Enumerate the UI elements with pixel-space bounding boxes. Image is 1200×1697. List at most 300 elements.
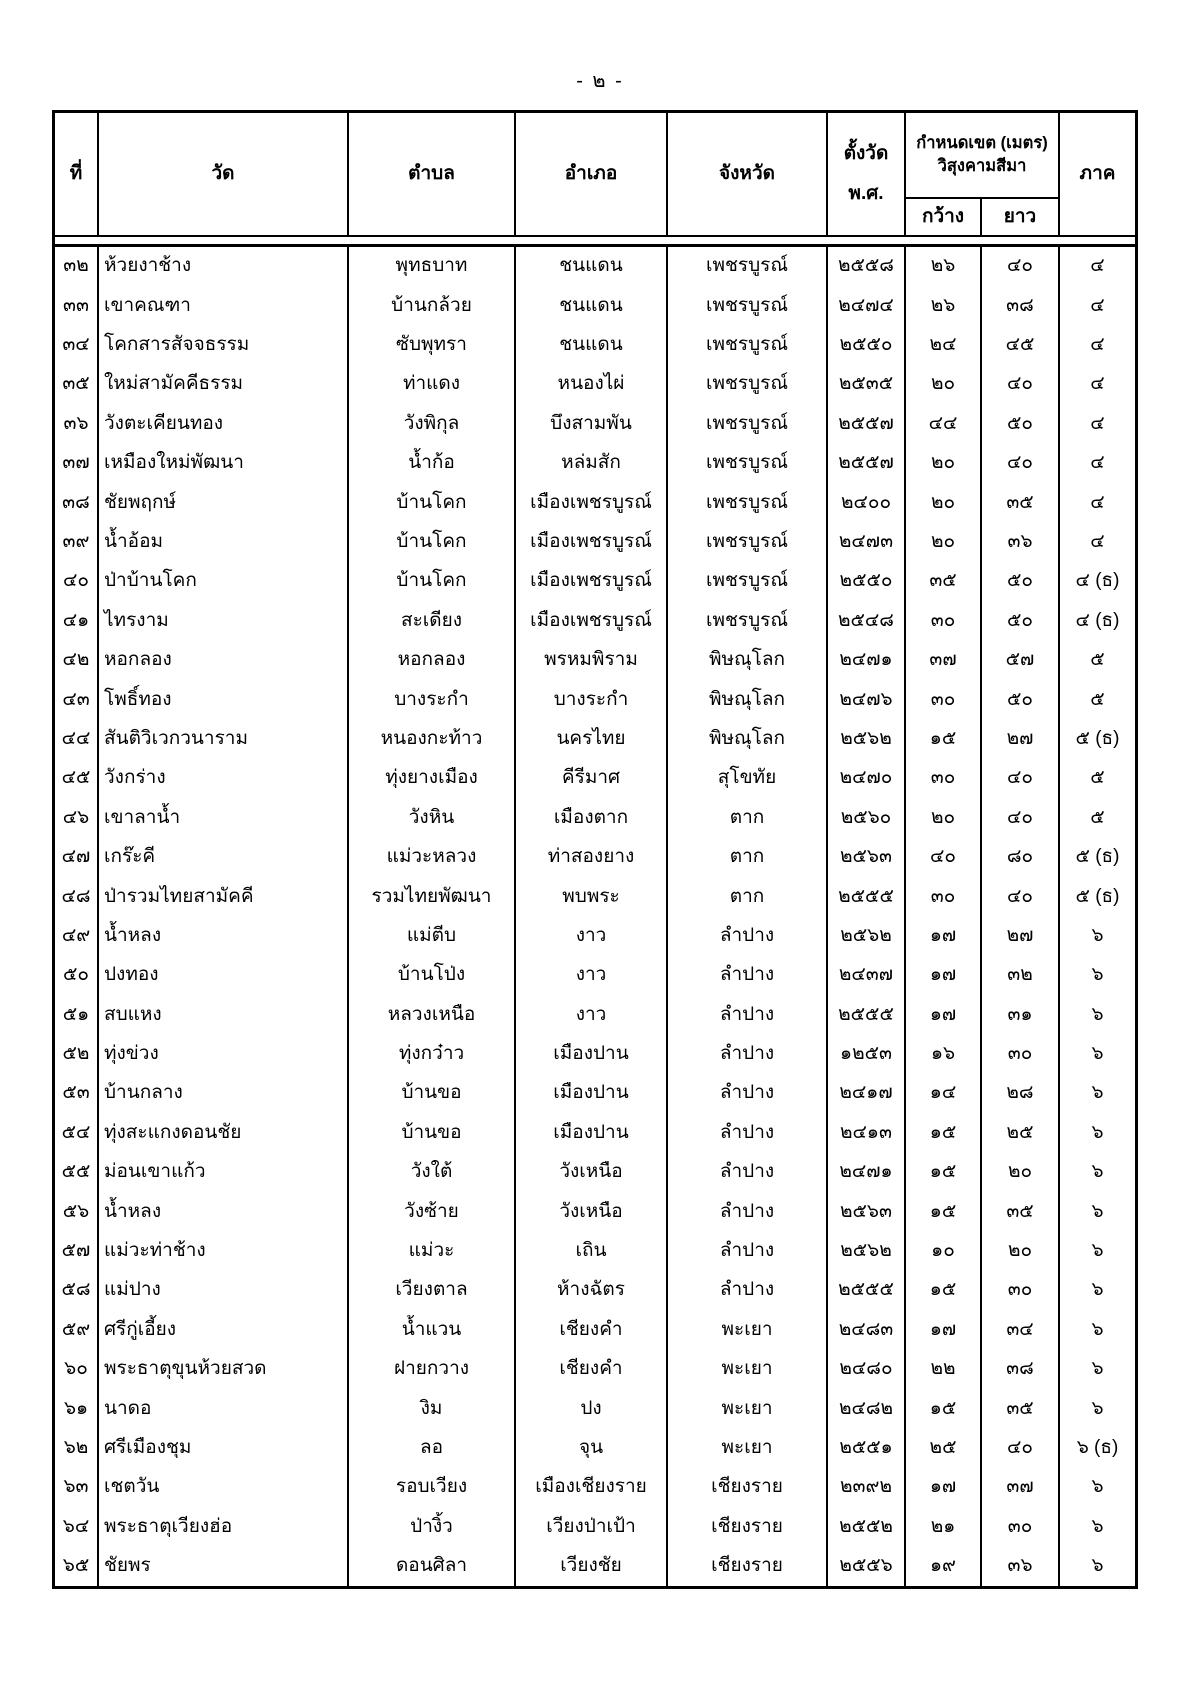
row-number-cell: ๕๓	[55, 1074, 99, 1113]
row-number-cell: ๖๐	[55, 1350, 99, 1389]
subdistrict-cell: ฝายกวาง	[349, 1350, 516, 1389]
region-cell: ๖	[1091, 964, 1104, 986]
established-year-cell: ๒๕๕๕	[828, 877, 906, 916]
boundary-length-cell: ๔๕	[982, 326, 1060, 365]
row-number-cell: ๕๐	[55, 956, 99, 995]
boundary-width-cell: ๒๐	[906, 365, 982, 404]
boundary-length-cell: ๓๔	[982, 1311, 1060, 1350]
subdistrict-cell: แม่ตีบ	[349, 917, 516, 956]
subdistrict-cell: บ้านขอ	[349, 1074, 516, 1113]
district-cell: เมืองเพชรบูรณ์	[516, 523, 668, 562]
boundary-width-cell: ๒๐	[906, 444, 982, 483]
temple-name-cell: โพธิ์ทอง	[99, 680, 349, 719]
row-number-cell: ๕๖	[55, 1192, 99, 1231]
district-cell: เชียงคำ	[516, 1350, 668, 1389]
district-cell: พบพระ	[516, 877, 668, 916]
row-number-cell: ๖๒	[55, 1429, 99, 1468]
established-year-cell: ๒๕๓๕	[828, 365, 906, 404]
subdistrict-cell: หอกลอง	[349, 641, 516, 680]
boundary-length-cell: ๓๐	[982, 1508, 1060, 1547]
province-cell: ตาก	[668, 877, 828, 916]
temple-name-cell: ม่อนเขาแก้ว	[99, 1153, 349, 1192]
established-year-cell: ๒๕๕๗	[828, 405, 906, 444]
temple-name-cell: ใหม่สามัคคีธรรม	[99, 365, 349, 404]
boundary-length-cell: ๓๕	[982, 1192, 1060, 1231]
province-cell: พะเยา	[668, 1429, 828, 1468]
subdistrict-cell: รวมไทยพัฒนา	[349, 877, 516, 916]
established-year-cell: ๒๕๕๗	[828, 444, 906, 483]
subdistrict-cell: แม่วะหลวง	[349, 838, 516, 877]
district-cell: งาว	[516, 917, 668, 956]
temple-name-cell: ไทรงาม	[99, 602, 349, 641]
subdistrict-cell: บางระกำ	[349, 680, 516, 719]
header-boundary-line2: วิสุงคามสีมา	[937, 157, 1027, 175]
row-number-cell: ๓๗	[55, 444, 99, 483]
district-cell: บึงสามพัน	[516, 405, 668, 444]
subdistrict-cell: เวียงตาล	[349, 1271, 516, 1310]
row-number-cell: ๓๓	[55, 286, 99, 325]
district-cell: ชนแดน	[516, 247, 668, 286]
region-cell: ๔	[1090, 530, 1105, 552]
district-cell: เมืองเพชรบูรณ์	[516, 562, 668, 601]
region-cell: ๖	[1091, 1397, 1104, 1419]
temple-name-cell: วังกร่าง	[99, 759, 349, 798]
subdistrict-cell: ทุ่งยางเมือง	[349, 759, 516, 798]
district-cell: เมืองปาน	[516, 1074, 668, 1113]
subdistrict-cell: หลวงเหนือ	[349, 995, 516, 1034]
established-year-cell: ๒๕๕๕	[828, 995, 906, 1034]
district-cell: ปง	[516, 1389, 668, 1428]
established-year-cell: ๒๔๘๐	[828, 1350, 906, 1389]
established-year-cell: ๒๕๖๒	[828, 1232, 906, 1271]
region-cell: ๖ (ธ)	[1076, 1436, 1119, 1458]
header-temple: วัด	[99, 113, 349, 235]
subdistrict-cell: น้ำก้อ	[349, 444, 516, 483]
header-established	[828, 113, 906, 235]
region-cell: ๖	[1091, 1200, 1104, 1222]
subdistrict-cell: หนองกะท้าว	[349, 720, 516, 759]
district-cell: เมืองปาน	[516, 1114, 668, 1153]
province-cell: เพชรบูรณ์	[668, 405, 828, 444]
province-cell: พิษณุโลก	[668, 641, 828, 680]
boundary-length-cell: ๔๐	[982, 1429, 1060, 1468]
province-cell: พะเยา	[668, 1389, 828, 1428]
established-year-cell: ๒๕๕๖	[828, 1547, 906, 1586]
boundary-length-cell: ๔๐	[982, 877, 1060, 916]
boundary-length-cell: ๔๐	[982, 759, 1060, 798]
row-number-cell: ๓๒	[55, 247, 99, 286]
row-number-cell: ๓๕	[55, 365, 99, 404]
row-number-cell: ๓๖	[55, 405, 99, 444]
boundary-length-cell: ๒๐	[982, 1232, 1060, 1271]
region-cell: ๕ (ธ)	[1075, 846, 1120, 868]
province-cell: ลำปาง	[668, 1192, 828, 1231]
temple-name-cell: แม่ปาง	[99, 1271, 349, 1310]
province-cell: พิษณุโลก	[668, 720, 828, 759]
province-cell: ลำปาง	[668, 1074, 828, 1113]
established-year-cell: ๒๔๗๓	[828, 523, 906, 562]
established-year-cell: ๒๕๖๓	[828, 838, 906, 877]
established-year-cell: ๒๔๗๑	[828, 1153, 906, 1192]
province-cell: ลำปาง	[668, 995, 828, 1034]
district-cell: หนองไผ่	[516, 365, 668, 404]
temple-name-cell: สันติวิเวกวนาราม	[99, 720, 349, 759]
district-cell: เถิน	[516, 1232, 668, 1271]
district-cell: งาว	[516, 956, 668, 995]
province-cell: ลำปาง	[668, 1232, 828, 1271]
boundary-width-cell: ๓๐	[906, 602, 982, 641]
row-number-cell: ๕๕	[55, 1153, 99, 1192]
subdistrict-cell: ดอนศิลา	[349, 1547, 516, 1586]
district-cell: ท่าสองยาง	[516, 838, 668, 877]
row-number-cell: ๔๒	[55, 641, 99, 680]
subdistrict-cell: บ้านขอ	[349, 1114, 516, 1153]
region-cell: ๕ (ธ)	[1075, 727, 1120, 749]
subdistrict-cell: วังพิกุล	[349, 405, 516, 444]
province-cell: ลำปาง	[668, 917, 828, 956]
boundary-width-cell: ๑๖	[906, 1035, 982, 1074]
row-number-cell: ๔๕	[55, 759, 99, 798]
province-cell: เชียงราย	[668, 1508, 828, 1547]
row-number-cell: ๖๕	[55, 1547, 99, 1586]
province-cell: ลำปาง	[668, 1153, 828, 1192]
district-cell: เวียงป่าเป้า	[516, 1508, 668, 1547]
subdistrict-cell: บ้านโป่ง	[349, 956, 516, 995]
established-year-cell: ๒๔๑๗	[828, 1074, 906, 1113]
region-cell: ๖	[1091, 1043, 1104, 1065]
region-cell: ๔	[1090, 294, 1105, 316]
row-number-cell: ๕๒	[55, 1035, 99, 1074]
row-number-cell: ๔๑	[55, 602, 99, 641]
province-cell: พะเยา	[668, 1311, 828, 1350]
province-cell: พิษณุโลก	[668, 680, 828, 719]
boundary-length-cell: ๓๐	[982, 1271, 1060, 1310]
district-cell: หล่มสัก	[516, 444, 668, 483]
district-cell: บางระกำ	[516, 680, 668, 719]
boundary-length-cell: ๓๒	[982, 956, 1060, 995]
region-cell: ๔	[1090, 412, 1105, 434]
district-cell: ชนแดน	[516, 286, 668, 325]
boundary-width-cell: ๑๗	[906, 995, 982, 1034]
established-year-cell: ๒๔๐๐	[828, 483, 906, 522]
boundary-length-cell: ๓๖	[982, 523, 1060, 562]
row-number-cell: ๖๑	[55, 1389, 99, 1428]
header-established-line2: พ.ศ.	[848, 183, 884, 204]
region-cell: ๖	[1091, 1555, 1104, 1577]
region-cell: ๖	[1091, 1318, 1104, 1340]
boundary-width-cell: ๑๕	[906, 1114, 982, 1153]
temple-name-cell: น้ำหลง	[99, 917, 349, 956]
district-cell: วังเหนือ	[516, 1153, 668, 1192]
boundary-length-cell: ๓๕	[982, 483, 1060, 522]
temple-name-cell: เกร๊ะคี	[99, 838, 349, 877]
header-width: กว้าง	[906, 199, 982, 235]
row-number-cell: ๕๗	[55, 1232, 99, 1271]
boundary-width-cell: ๑๗	[906, 1468, 982, 1507]
temple-name-cell: โคกสารสัจจธรรม	[99, 326, 349, 365]
province-cell: เชียงราย	[668, 1468, 828, 1507]
established-year-cell: ๒๕๕๕	[828, 1271, 906, 1310]
temple-name-cell: ศรีกู่เอี้ยง	[99, 1311, 349, 1350]
region-cell: ๖	[1091, 1240, 1104, 1262]
established-year-cell: ๒๕๖๐	[828, 798, 906, 837]
province-cell: เพชรบูรณ์	[668, 602, 828, 641]
temple-name-cell: บ้านกลาง	[99, 1074, 349, 1113]
boundary-length-cell: ๓๗	[982, 1468, 1060, 1507]
subdistrict-cell: บ้านโคก	[349, 562, 516, 601]
province-cell: เชียงราย	[668, 1547, 828, 1586]
boundary-width-cell: ๑๗	[906, 1311, 982, 1350]
district-cell: เมืองตาก	[516, 798, 668, 837]
row-number-cell: ๖๓	[55, 1468, 99, 1507]
established-year-cell: ๒๕๖๒	[828, 720, 906, 759]
temple-name-cell: ศรีเมืองชุม	[99, 1429, 349, 1468]
boundary-length-cell: ๕๐	[982, 680, 1060, 719]
established-year-cell: ๒๕๖๓	[828, 1192, 906, 1231]
province-cell: เพชรบูรณ์	[668, 326, 828, 365]
boundary-width-cell: ๓๕	[906, 562, 982, 601]
header-province: จังหวัด	[668, 113, 828, 235]
boundary-width-cell: ๔๔	[906, 405, 982, 444]
region-cell: ๔ (ธ)	[1075, 570, 1120, 592]
row-number-cell: ๔๙	[55, 917, 99, 956]
province-cell: เพชรบูรณ์	[668, 562, 828, 601]
established-year-cell: ๒๕๕๐	[828, 326, 906, 365]
row-number-cell: ๔๔	[55, 720, 99, 759]
subdistrict-cell: รอบเวียง	[349, 1468, 516, 1507]
region-cell: ๔	[1090, 452, 1105, 474]
region-cell: ๖	[1091, 1358, 1104, 1380]
province-cell: พะเยา	[668, 1350, 828, 1389]
established-year-cell: ๒๕๔๘	[828, 602, 906, 641]
subdistrict-cell: ลอ	[349, 1429, 516, 1468]
row-number-cell: ๓๘	[55, 483, 99, 522]
table-body	[55, 247, 1135, 1586]
district-cell: เวียงชัย	[516, 1547, 668, 1586]
established-year-cell: ๒๕๖๒	[828, 917, 906, 956]
established-year-cell: ๒๕๕๐	[828, 562, 906, 601]
district-cell: เมืองเพชรบูรณ์	[516, 602, 668, 641]
established-year-cell: ๒๕๕๘	[828, 247, 906, 286]
header-boundary-group	[906, 113, 1060, 199]
boundary-width-cell: ๒๑	[906, 1508, 982, 1547]
temple-name-cell: ห้วยงาช้าง	[99, 247, 349, 286]
province-cell: ตาก	[668, 838, 828, 877]
boundary-width-cell: ๓๐	[906, 680, 982, 719]
boundary-width-cell: ๑๔	[906, 1074, 982, 1113]
boundary-width-cell: ๓๐	[906, 877, 982, 916]
district-cell: พรหมพิราม	[516, 641, 668, 680]
established-year-cell: ๒๓๙๒	[828, 1468, 906, 1507]
row-number-cell: ๔๓	[55, 680, 99, 719]
boundary-length-cell: ๕๐	[982, 562, 1060, 601]
region-cell: ๔	[1090, 373, 1105, 395]
boundary-width-cell: ๔๐	[906, 838, 982, 877]
boundary-length-cell: ๒๐	[982, 1153, 1060, 1192]
temple-name-cell: ป่าบ้านโคก	[99, 562, 349, 601]
temple-name-cell: น้ำอ้อม	[99, 523, 349, 562]
row-number-cell: ๓๙	[55, 523, 99, 562]
temple-name-cell: เขาลาน้ำ	[99, 798, 349, 837]
established-year-cell: ๒๔๘๓	[828, 1311, 906, 1350]
boundary-width-cell: ๓๗	[906, 641, 982, 680]
region-cell: ๕	[1090, 688, 1105, 710]
subdistrict-cell: ท่าแดง	[349, 365, 516, 404]
boundary-width-cell: ๑๕	[906, 720, 982, 759]
province-cell: สุโขทัย	[668, 759, 828, 798]
boundary-length-cell: ๓๘	[982, 1350, 1060, 1389]
province-cell: ลำปาง	[668, 1114, 828, 1153]
district-cell: เชียงคำ	[516, 1311, 668, 1350]
subdistrict-cell: พุทธบาท	[349, 247, 516, 286]
region-cell: ๕	[1090, 767, 1105, 789]
region-cell: ๖	[1091, 1121, 1104, 1143]
boundary-length-cell: ๕๐	[982, 602, 1060, 641]
region-cell: ๔	[1090, 334, 1105, 356]
boundary-width-cell: ๑๙	[906, 1547, 982, 1586]
province-cell: เพชรบูรณ์	[668, 483, 828, 522]
boundary-width-cell: ๑๗	[906, 917, 982, 956]
boundary-width-cell: ๒๖	[906, 247, 982, 286]
region-cell: ๔	[1090, 255, 1105, 277]
row-number-cell: ๔๗	[55, 838, 99, 877]
established-year-cell: ๒๕๕๑	[828, 1429, 906, 1468]
boundary-width-cell: ๒๕	[906, 1429, 982, 1468]
region-cell: ๖	[1091, 1003, 1104, 1025]
province-cell: เพชรบูรณ์	[668, 444, 828, 483]
temple-name-cell: ทุ่งข่วง	[99, 1035, 349, 1074]
subdistrict-cell: สะเดียง	[349, 602, 516, 641]
boundary-length-cell: ๓๑	[982, 995, 1060, 1034]
region-cell: ๖	[1091, 1161, 1104, 1183]
boundary-width-cell: ๒๒	[906, 1350, 982, 1389]
district-cell: ห้างฉัตร	[516, 1271, 668, 1310]
temple-name-cell: ทุ่งสะแกงดอนชัย	[99, 1114, 349, 1153]
region-cell: ๕ (ธ)	[1075, 885, 1120, 907]
temple-name-cell: เหมืองใหม่พัฒนา	[99, 444, 349, 483]
boundary-length-cell: ๒๕	[982, 1114, 1060, 1153]
boundary-width-cell: ๑๐	[906, 1232, 982, 1271]
temple-name-cell: น้ำหลง	[99, 1192, 349, 1231]
boundary-width-cell: ๒๐	[906, 798, 982, 837]
boundary-length-cell: ๕๗	[982, 641, 1060, 680]
boundary-width-cell: ๒๔	[906, 326, 982, 365]
header-no: ที่	[55, 113, 99, 235]
temple-name-cell: พระธาตุเวียงฮ่อ	[99, 1508, 349, 1547]
page-number: - ๒ -	[576, 70, 624, 92]
subdistrict-cell: ป่างิ้ว	[349, 1508, 516, 1547]
boundary-length-cell: ๒๗	[982, 917, 1060, 956]
region-cell: ๕	[1090, 649, 1105, 671]
row-number-cell: ๕๙	[55, 1311, 99, 1350]
boundary-width-cell: ๑๕	[906, 1153, 982, 1192]
row-number-cell: ๔๖	[55, 798, 99, 837]
region-cell: ๔	[1090, 491, 1105, 513]
boundary-length-cell: ๔๐	[982, 444, 1060, 483]
temple-name-cell: แม่วะท่าช้าง	[99, 1232, 349, 1271]
boundary-length-cell: ๔๐	[982, 247, 1060, 286]
temple-name-cell: ปงทอง	[99, 956, 349, 995]
subdistrict-cell: แม่วะ	[349, 1232, 516, 1271]
province-cell: ลำปาง	[668, 956, 828, 995]
boundary-length-cell: ๒๘	[982, 1074, 1060, 1113]
boundary-length-cell: ๓๕	[982, 1389, 1060, 1428]
temple-name-cell: ชัยพฤกษ์	[99, 483, 349, 522]
established-year-cell: ๒๔๓๗	[828, 956, 906, 995]
boundary-length-cell: ๒๗	[982, 720, 1060, 759]
region-cell: ๖	[1091, 1279, 1104, 1301]
boundary-width-cell: ๒๐	[906, 523, 982, 562]
boundary-width-cell: ๒๐	[906, 483, 982, 522]
established-year-cell: ๑๒๕๓	[828, 1035, 906, 1074]
temple-table	[52, 110, 1138, 1589]
temple-name-cell: นาดอ	[99, 1389, 349, 1428]
row-number-cell: ๔๘	[55, 877, 99, 916]
district-cell: เมืองเชียงราย	[516, 1468, 668, 1507]
established-year-cell: ๒๔๑๓	[828, 1114, 906, 1153]
header-region: ภาค	[1079, 163, 1116, 185]
district-cell: นครไทย	[516, 720, 668, 759]
row-number-cell: ๕๑	[55, 995, 99, 1034]
district-cell: คีรีมาศ	[516, 759, 668, 798]
province-cell: เพชรบูรณ์	[668, 523, 828, 562]
header-district: อำเภอ	[516, 113, 668, 235]
boundary-length-cell: ๓๖	[982, 1547, 1060, 1586]
established-year-cell: ๒๔๗๖	[828, 680, 906, 719]
subdistrict-cell: ซับพุทรา	[349, 326, 516, 365]
province-cell: เพชรบูรณ์	[668, 247, 828, 286]
table-header	[55, 113, 1135, 235]
boundary-length-cell: ๔๐	[982, 365, 1060, 404]
boundary-width-cell: ๑๗	[906, 956, 982, 995]
subdistrict-cell: วังหิน	[349, 798, 516, 837]
region-cell: ๖	[1091, 924, 1104, 946]
temple-name-cell: หอกลอง	[99, 641, 349, 680]
row-number-cell: ๓๔	[55, 326, 99, 365]
province-cell: เพชรบูรณ์	[668, 365, 828, 404]
boundary-width-cell: ๑๕	[906, 1389, 982, 1428]
temple-name-cell: สบแหง	[99, 995, 349, 1034]
region-cell: ๔ (ธ)	[1075, 609, 1120, 631]
header-length: ยาว	[982, 199, 1060, 235]
region-cell: ๕	[1090, 806, 1105, 828]
subdistrict-cell: บ้านโคก	[349, 523, 516, 562]
header-subdistrict: ตำบล	[349, 113, 516, 235]
subdistrict-cell: งิม	[349, 1389, 516, 1428]
province-cell: ลำปาง	[668, 1271, 828, 1310]
region-cell: ๖	[1091, 1515, 1104, 1537]
district-cell: วังเหนือ	[516, 1192, 668, 1231]
province-cell: เพชรบูรณ์	[668, 286, 828, 325]
subdistrict-cell: บ้านกล้วย	[349, 286, 516, 325]
temple-name-cell: เชตวัน	[99, 1468, 349, 1507]
province-cell: ลำปาง	[668, 1035, 828, 1074]
established-year-cell: ๒๔๗๐	[828, 759, 906, 798]
region-cell: ๖	[1091, 1476, 1104, 1498]
header-divider-line	[55, 235, 1135, 247]
row-number-cell: ๔๐	[55, 562, 99, 601]
boundary-width-cell: ๑๕	[906, 1192, 982, 1231]
subdistrict-cell: วังใต้	[349, 1153, 516, 1192]
row-number-cell: ๕๘	[55, 1271, 99, 1310]
boundary-width-cell: ๒๖	[906, 286, 982, 325]
boundary-width-cell: ๑๕	[906, 1271, 982, 1310]
boundary-length-cell: ๓๐	[982, 1035, 1060, 1074]
boundary-length-cell: ๕๐	[982, 405, 1060, 444]
subdistrict-cell: ทุ่งกว๋าว	[349, 1035, 516, 1074]
temple-name-cell: พระธาตุขุนห้วยสวด	[99, 1350, 349, 1389]
subdistrict-cell: วังซ้าย	[349, 1192, 516, 1231]
